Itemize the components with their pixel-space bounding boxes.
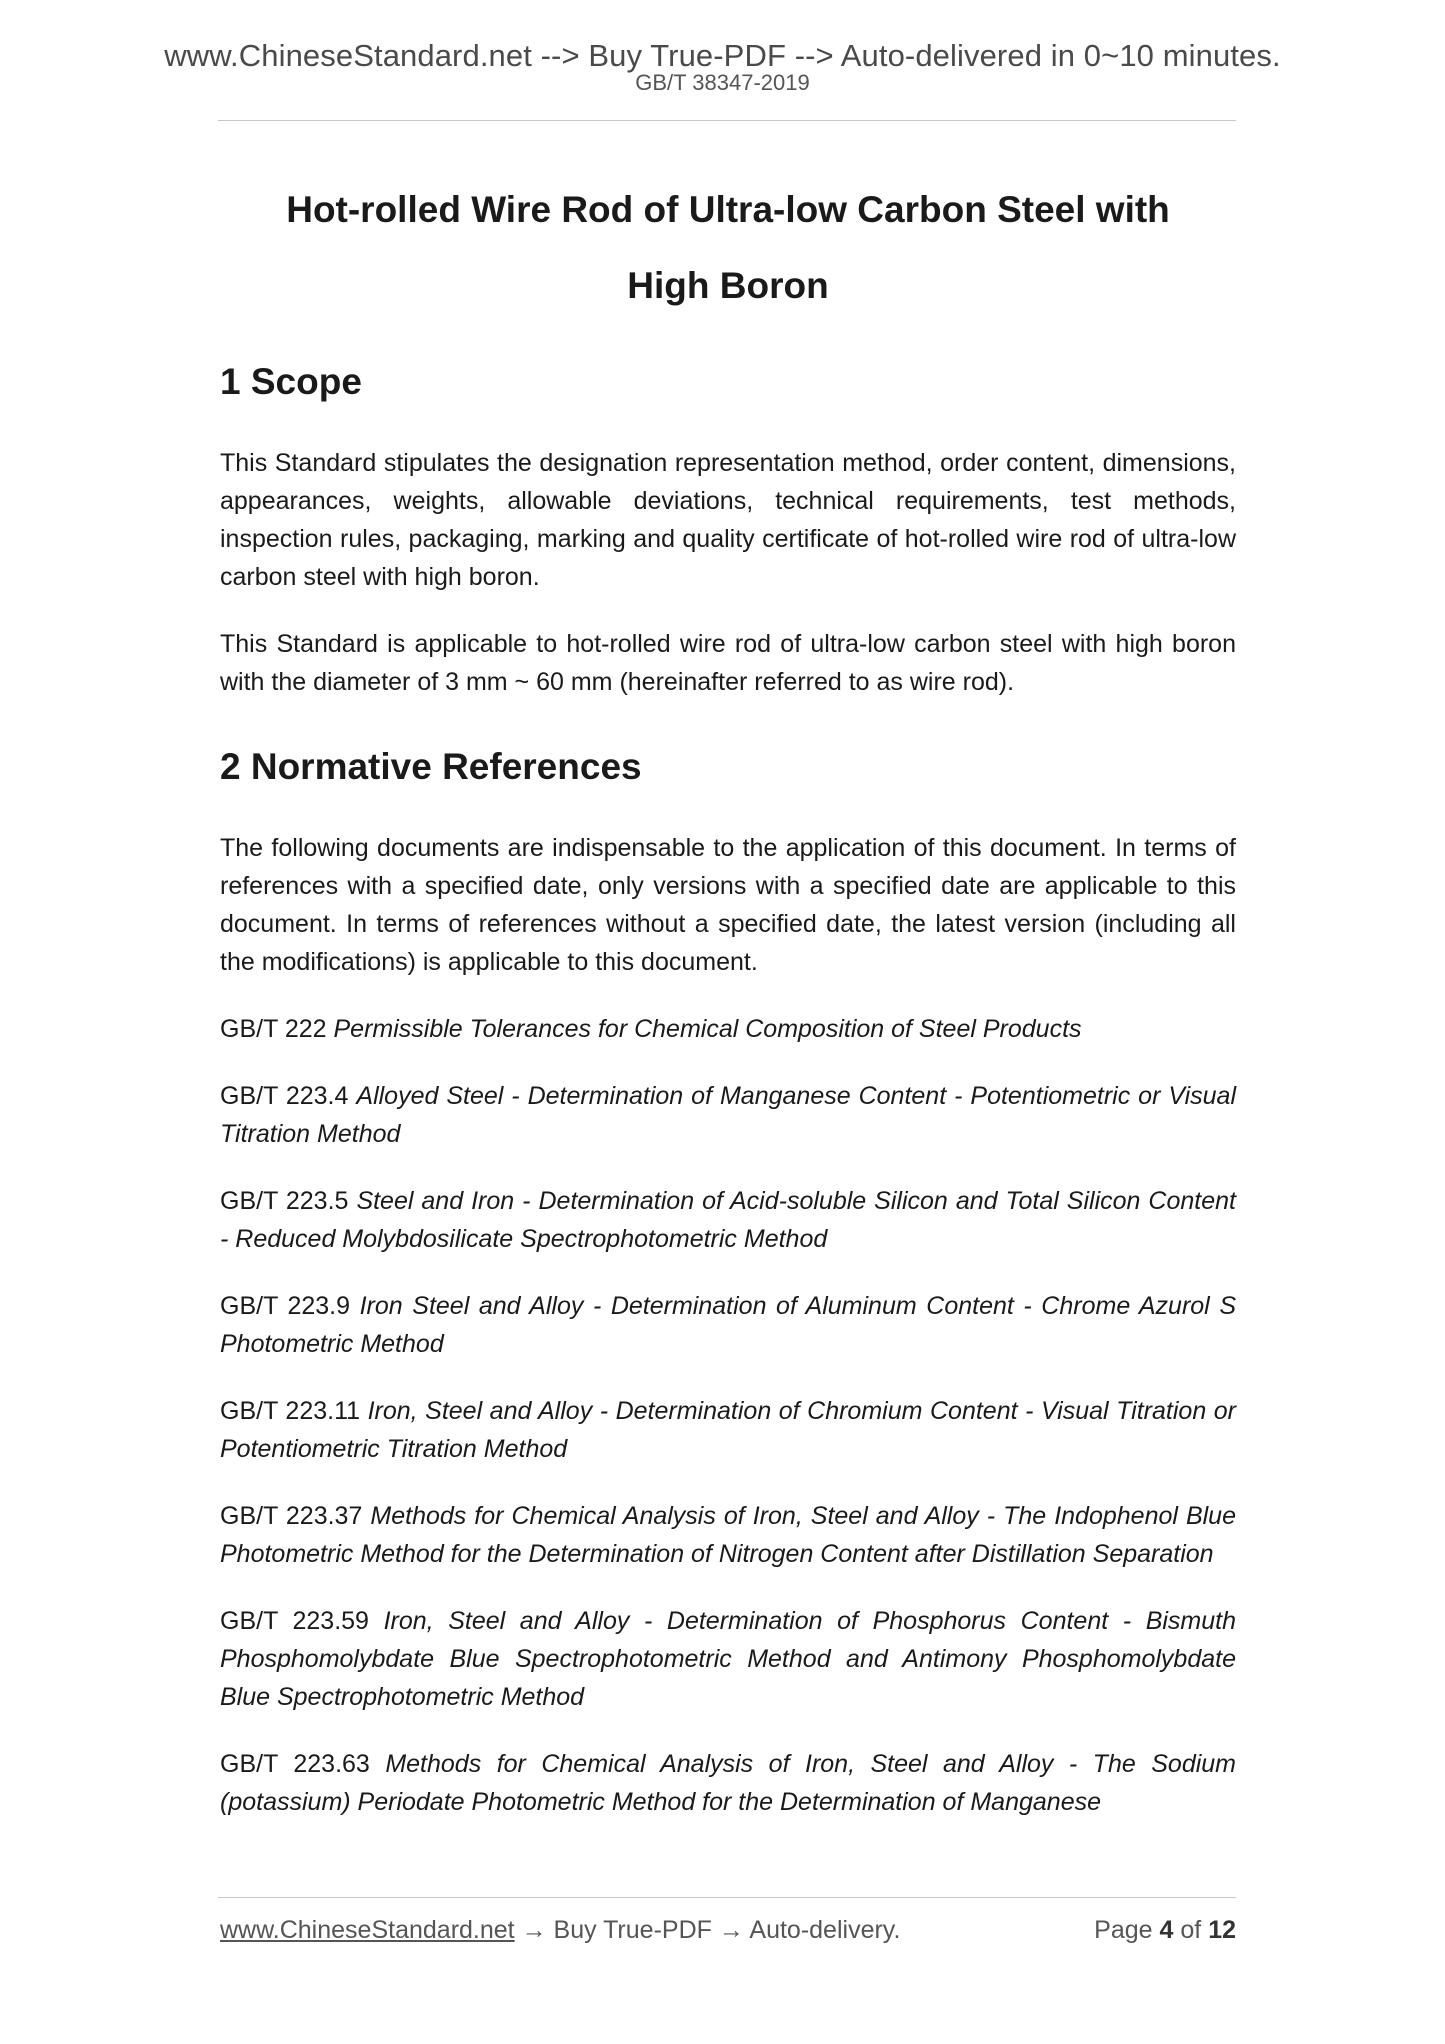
page-content [220,172,1236,1850]
section-heading-normative-references: 2 Normative References [220,746,642,787]
reference-title: Iron, Steel and Alloy - Determination of Chromium Content - Visual Titration or Potentiometric Titration Method [220,1397,1236,1463]
page-indicator [1094,1916,1236,1945]
of-label: of [1180,1916,1202,1944]
normative-intro-paragraph: The following documents are indispensable to the application of this document. In terms of references with a specified date, only versions with a specified date are applicable to this document. In terms of references without a specified date, the latest version (including all the modifications) is applicable to this document. [220,834,1236,976]
reference-code: GB/T 223.5 [220,1187,349,1215]
page-total: 12 [1208,1916,1236,1944]
page-label: Page [1094,1916,1153,1944]
reference-item [220,1745,1236,1821]
scope-paragraph-2: This Standard is applicable to hot-rolled wire rod of ultra-low carbon steel with high boron with the diameter of 3 mm ~ 60 mm (hereinafter referred to as wire rod). [220,630,1236,696]
scope-paragraph-1: This Standard stipulates the designation representation method, order content, dimensions, appearances, weights, allowable deviations, technical requirements, test methods, inspection rules, packaging, marking and quality certificate of hot-rolled wire rod of ultra-low carbon steel with high boron. [220,449,1236,591]
footer-divider [218,1897,1236,1898]
reference-code: GB/T 223.59 [220,1607,369,1635]
reference-item [220,1497,1236,1573]
reference-item [220,1602,1236,1716]
reference-code: GB/T 223.11 [220,1397,361,1425]
reference-item [220,1077,1236,1153]
reference-item [220,1182,1236,1258]
title-line-2: High Boron [627,265,829,306]
reference-title: Alloyed Steel - Determination of Manganese Content - Potentiometric or Visual Titration Method [220,1082,1236,1148]
title-line-1: Hot-rolled Wire Rod of Ultra-low Carbon Steel with [286,189,1170,230]
reference-code: GB/T 223.63 [220,1750,370,1778]
document-code: GB/T 38347-2019 [635,70,810,95]
reference-title: Iron, Steel and Alloy - Determination of Phosphorus Content - Bismuth Phosphomolybdate Blue Spectrophotometric Method and Antimony Phosphomolybdate Blue Spectrophotometric Method [220,1607,1237,1711]
reference-title: Iron Steel and Alloy - Determination of Aluminum Content - Chrome Azurol S Photometric Method [220,1292,1236,1358]
reference-code: GB/T 223.9 [220,1292,351,1320]
reference-title: Methods for Chemical Analysis of Iron, Steel and Alloy - The Sodium (potassium) Periodate Photometric Method for the Determination of Manganese [220,1750,1237,1816]
header-divider [218,120,1236,121]
reference-code: GB/T 223.37 [220,1502,363,1530]
reference-title: Methods for Chemical Analysis of Iron, Steel and Alloy - The Indophenol Blue Photometric Method for the Determination of Nitrogen Content after Distillation Separation [220,1502,1236,1568]
reference-item [220,1287,1236,1363]
footer-site-link[interactable]: www.ChineseStandard.net [220,1916,515,1944]
reference-code: GB/T 222 [220,1015,327,1043]
reference-title: Permissible Tolerances for Chemical Composition of Steel Products [333,1015,1082,1043]
reference-item [220,1392,1236,1468]
footer-left [220,1916,900,1945]
top-banner: www.ChineseStandard.net --> Buy True-PDF --> Auto-delivered in 0~10 minutes. [164,38,1281,73]
section-heading-scope: 1 Scope [220,361,362,402]
reference-code: GB/T 223.4 [220,1082,349,1110]
reference-title: Steel and Iron - Determination of Acid-soluble Silicon and Total Silicon Content - Reduced Molybdosilicate Spectrophotometric Method [220,1187,1236,1253]
page-current: 4 [1159,1916,1174,1944]
reference-item [220,1010,1236,1048]
document-title [220,172,1236,324]
footer-promo-text: → Buy True-PDF → Auto-delivery. [514,1916,901,1944]
